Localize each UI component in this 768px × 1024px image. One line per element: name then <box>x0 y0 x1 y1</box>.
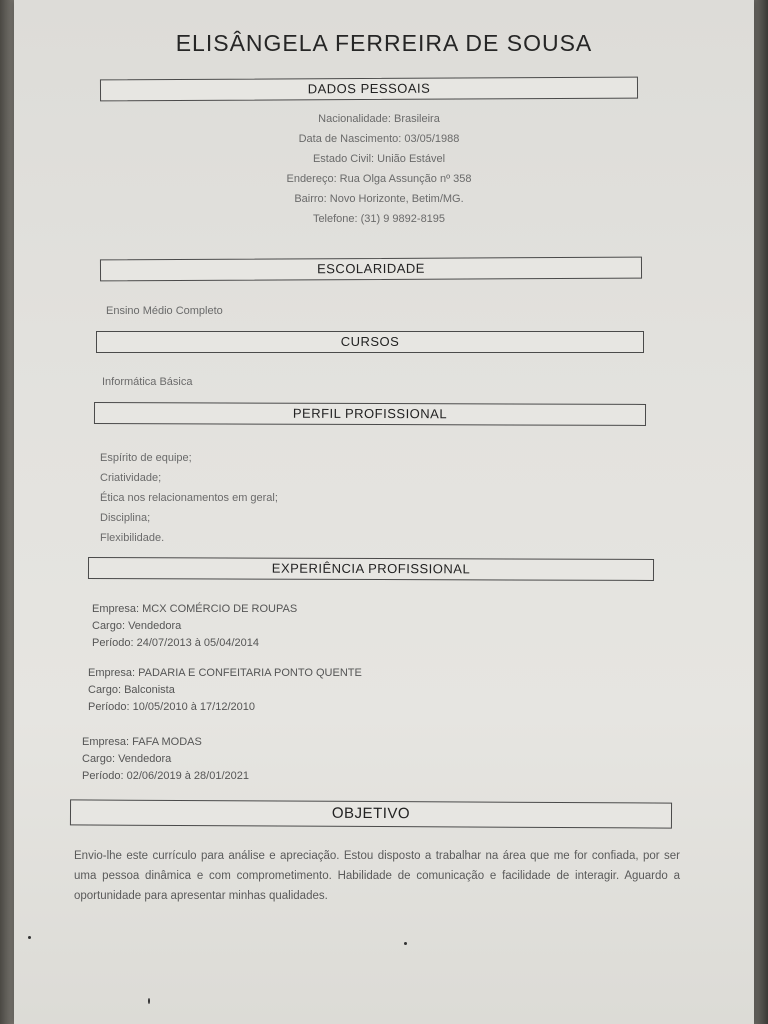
list-item: Flexibilidade. <box>100 532 165 544</box>
marital-status: Estado Civil: União Estável <box>312 153 446 165</box>
section-experiencia: EXPERIÊNCIA PROFISSIONAL <box>88 557 654 581</box>
objective-text: Envio-lhe este currículo para análise e apreciação. Estou disposto a trabalhar na área que me for confiada, por ser uma pessoa dinâmica e com comprometimento. Habilidade de comunicação e facilidade de interagir. Aguardo a oportunidade para apresentar minhas qualidades. <box>74 850 680 902</box>
job-entry <box>88 665 362 716</box>
neighborhood: Bairro: Novo Horizonte, Betim/MG. <box>294 193 464 205</box>
job-entry <box>82 734 249 785</box>
list-item: Ética nos relacionamentos em geral; <box>100 492 278 504</box>
job-period: Período: 10/05/2010 à 17/12/2010 <box>88 701 255 713</box>
job-period: Período: 02/06/2019 à 28/01/2021 <box>82 770 249 782</box>
job-role: Cargo: Balconista <box>88 684 175 696</box>
job-company: Empresa: MCX COMÉRCIO DE ROUPAS <box>92 603 298 615</box>
paper-speck <box>28 936 31 939</box>
list-item: Espírito de equipe; <box>100 452 192 464</box>
section-cursos: CURSOS <box>96 331 644 353</box>
list-item: Disciplina; <box>100 512 151 524</box>
birth-date: Data de Nascimento: 03/05/1988 <box>298 133 460 145</box>
job-entry <box>92 601 297 652</box>
course-item: Informática Básica <box>102 376 193 388</box>
list-item: Criatividade; <box>100 472 162 484</box>
phone: Telefone: (31) 9 9892-8195 <box>312 213 446 225</box>
job-role: Cargo: Vendedora <box>82 753 172 765</box>
section-dados-pessoais: DADOS PESSOAIS <box>100 77 638 102</box>
address: Endereço: Rua Olga Assunção nº 358 <box>286 173 472 185</box>
job-company: Empresa: FAFA MODAS <box>82 736 202 748</box>
job-role: Cargo: Vendedora <box>92 620 182 632</box>
section-perfil: PERFIL PROFISSIONAL <box>94 402 646 426</box>
job-period: Período: 24/07/2013 à 05/04/2014 <box>92 637 259 649</box>
profile-list <box>100 448 278 548</box>
education <box>106 301 223 321</box>
courses <box>102 372 192 392</box>
section-objetivo: OBJETIVO <box>70 799 672 828</box>
candidate-name: ELISÂNGELA FERREIRA DE SOUSA <box>175 30 593 56</box>
resume-page <box>14 0 754 1024</box>
section-escolaridade: ESCOLARIDADE <box>100 257 642 282</box>
job-company: Empresa: PADARIA E CONFEITARIA PONTO QUENTE <box>88 667 362 679</box>
education-item: Ensino Médio Completo <box>106 305 223 317</box>
paper-speck <box>148 998 150 1004</box>
personal-data <box>194 109 564 229</box>
nationality: Nacionalidade: Brasileira <box>318 113 440 125</box>
paper-speck <box>404 942 407 945</box>
